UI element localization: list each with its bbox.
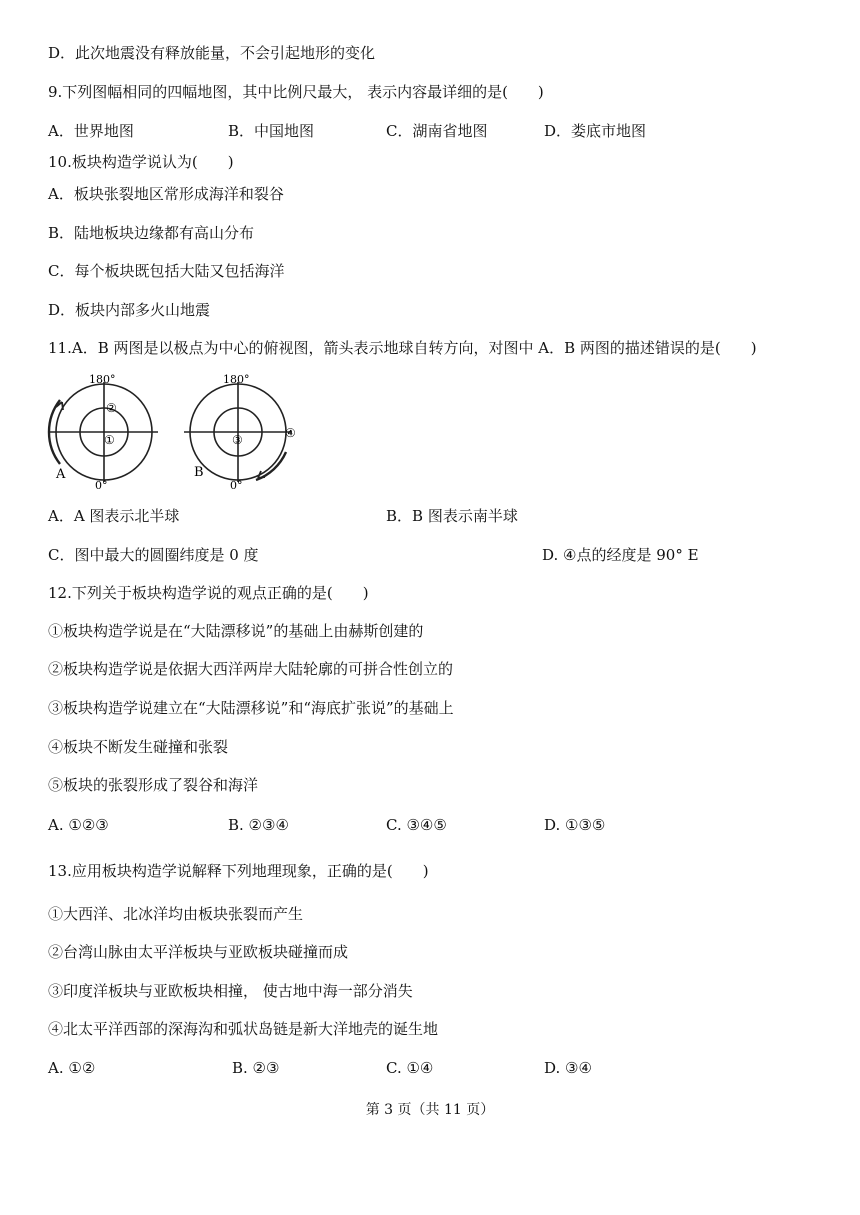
q13-option-a: A. ①②: [48, 1059, 96, 1077]
polar-view-diagram: [42, 372, 312, 490]
q9-option-a: A．世界地图: [48, 122, 134, 140]
q12-option-d: D. ①③⑤: [544, 816, 606, 834]
q13-option-c: C. ①④: [386, 1059, 434, 1077]
q8-option-d: D．此次地震没有释放能量，不会引起地形的变化: [48, 44, 376, 62]
figure-b-label: B: [194, 465, 204, 480]
q13-option-d: D. ③④: [544, 1059, 592, 1077]
figure-a-bottom-label: 0°: [95, 479, 108, 490]
figure-b-mark-3: ③: [232, 433, 243, 447]
q9-option-c: C．湖南省地图: [386, 122, 488, 140]
q9-option-b: B．中国地图: [228, 122, 315, 140]
q10-option-c: C．每个板块既包括大陆又包括海洋: [48, 262, 285, 280]
q9-stem: 9.下列图幅相同的四幅地图，其中比例尺最大， 表示内容最详细的是( ): [48, 83, 544, 101]
q10-option-b: B．陆地板块边缘都有高山分布: [48, 224, 255, 242]
page-footer: 第 3 页（共 11 页）: [365, 1102, 495, 1118]
q12-option-c: C. ③④⑤: [386, 816, 447, 834]
q11-option-d: D. ④点的经度是 90° E: [542, 546, 699, 564]
q13-item-4: ④北太平洋西部的深海沟和弧状岛链是新大洋地壳的诞生地: [48, 1020, 439, 1038]
figure-a-label: A: [56, 467, 66, 482]
q10-option-a: A．板块张裂地区常形成海洋和裂谷: [48, 185, 284, 203]
figure-b-bottom-label: 0°: [230, 479, 243, 490]
figure-a-top-label: 180°: [89, 373, 116, 386]
q13-item-2: ②台湾山脉由太平洋板块与亚欧板块碰撞而成: [48, 943, 349, 961]
q13-item-1: ①大西洋、北冰洋均由板块张裂而产生: [48, 905, 304, 923]
q12-item-5: ⑤板块的张裂形成了裂谷和海洋: [48, 776, 259, 794]
q12-item-3: ③板块构造学说建立在“大陆漂移说”和“海底扩张说”的基础上: [48, 699, 454, 717]
q10-option-d: D．板块内部多火山地震: [48, 301, 211, 319]
q12-item-1: ①板块构造学说是在“大陆漂移说”的基础上由赫斯创建的: [48, 622, 424, 640]
q13-stem: 13.应用板块构造学说解释下列地理现象，正确的是( ): [48, 862, 429, 880]
figure-b-top-label: 180°: [223, 373, 250, 386]
q13-item-3: ③印度洋板块与亚欧板块相撞， 使古地中海一部分消失: [48, 982, 413, 1000]
polar-view-figures: [42, 372, 312, 490]
q12-stem: 12.下列关于板块构造学说的观点正确的是( ): [48, 584, 369, 602]
q10-stem: 10.板块构造学说认为( ): [48, 153, 234, 171]
q11-option-a: A．A 图表示北半球: [48, 507, 180, 525]
q11-option-b: B．B 图表示南半球: [386, 507, 518, 525]
q11-stem: 11.A．B 两图是以极点为中心的俯视图，箭头表示地球自转方向，对图中 A．B 两图的描述错误的是( ): [48, 339, 757, 357]
q9-option-d: D．娄底市地图: [544, 122, 647, 140]
figure-a-mark-1: ①: [104, 433, 115, 447]
q12-option-a: A. ①②③: [48, 816, 109, 834]
q13-option-b: B. ②③: [232, 1059, 280, 1077]
q11-option-c: C．图中最大的圆圈纬度是 0 度: [48, 546, 259, 564]
figure-b-mark-4: ④: [285, 426, 296, 440]
q12-option-b: B. ②③④: [228, 816, 289, 834]
figure-a-mark-2: ②: [106, 401, 117, 415]
q12-item-4: ④板块不断发生碰撞和张裂: [48, 738, 229, 756]
q12-item-2: ②板块构造学说是依据大西洋两岸大陆轮廓的可拼合性创立的: [48, 660, 454, 678]
